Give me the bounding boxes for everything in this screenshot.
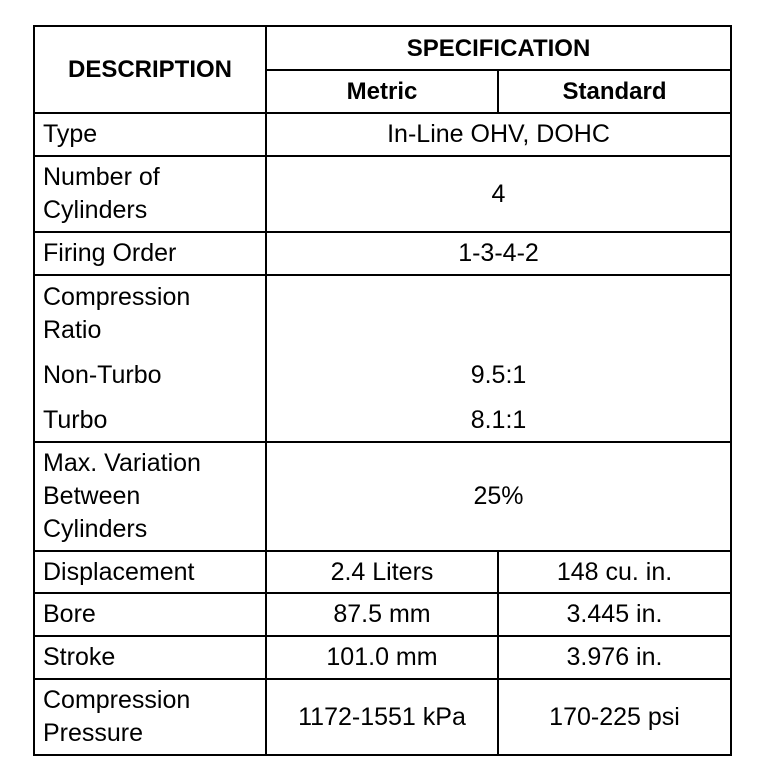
stroke-standard: 3.976 in. [498, 636, 731, 679]
stroke-metric: 101.0 mm [266, 636, 498, 679]
specification-header: SPECIFICATION [266, 26, 731, 70]
cylinders-label [34, 156, 266, 232]
compression-pressure-label-line2: Pressure [43, 719, 144, 747]
non-turbo-label: Non-Turbo [43, 360, 162, 389]
compression-ratio-values [266, 275, 731, 442]
table-row-firing-order [34, 232, 731, 275]
turbo-label: Turbo [43, 405, 108, 434]
engine-specification-table [33, 25, 732, 756]
non-turbo-value: 9.5:1 [470, 360, 527, 389]
compression-ratio-label [34, 275, 266, 442]
firing-order-label: Firing Order [34, 232, 266, 275]
table-row-displacement [34, 551, 731, 593]
metric-header: Metric [266, 70, 498, 113]
type-label: Type [34, 113, 266, 156]
bore-standard: 3.445 in. [498, 593, 731, 636]
description-header: DESCRIPTION [34, 26, 266, 113]
max-variation-label-line3: Cylinders [43, 515, 148, 543]
cylinders-label-line1: Number of [43, 163, 160, 191]
cylinders-value: 4 [266, 156, 731, 232]
firing-order-value: 1-3-4-2 [266, 232, 731, 275]
standard-header: Standard [498, 70, 731, 113]
type-value: In-Line OHV, DOHC [266, 113, 731, 156]
compression-pressure-standard: 170-225 psi [498, 679, 731, 755]
max-variation-value: 25% [266, 442, 731, 551]
max-variation-label [34, 442, 266, 551]
max-variation-label-line2: Between [43, 482, 141, 510]
displacement-metric: 2.4 Liters [266, 551, 498, 593]
turbo-value: 8.1:1 [470, 405, 527, 434]
compression-pressure-label-line1: Compression [43, 686, 191, 714]
header-row [34, 26, 731, 70]
table-row-cylinders [34, 156, 731, 232]
compression-ratio-label-line2: Ratio [43, 315, 102, 344]
compression-ratio-label-line1: Compression [43, 282, 191, 311]
displacement-label: Displacement [34, 551, 266, 593]
displacement-standard: 148 cu. in. [498, 551, 731, 593]
max-variation-label-line1: Max. Variation [43, 449, 201, 477]
stroke-label: Stroke [34, 636, 266, 679]
table-row-max-variation [34, 442, 731, 551]
table-row-compression-ratio [34, 275, 731, 442]
table-row-bore [34, 593, 731, 636]
compression-pressure-label [34, 679, 266, 755]
compression-pressure-metric: 1172-1551 kPa [266, 679, 498, 755]
bore-metric: 87.5 mm [266, 593, 498, 636]
table-row-compression-pressure [34, 679, 731, 755]
table-row-stroke [34, 636, 731, 679]
table-row-type [34, 113, 731, 156]
bore-label: Bore [34, 593, 266, 636]
cylinders-label-line2: Cylinders [43, 196, 148, 224]
